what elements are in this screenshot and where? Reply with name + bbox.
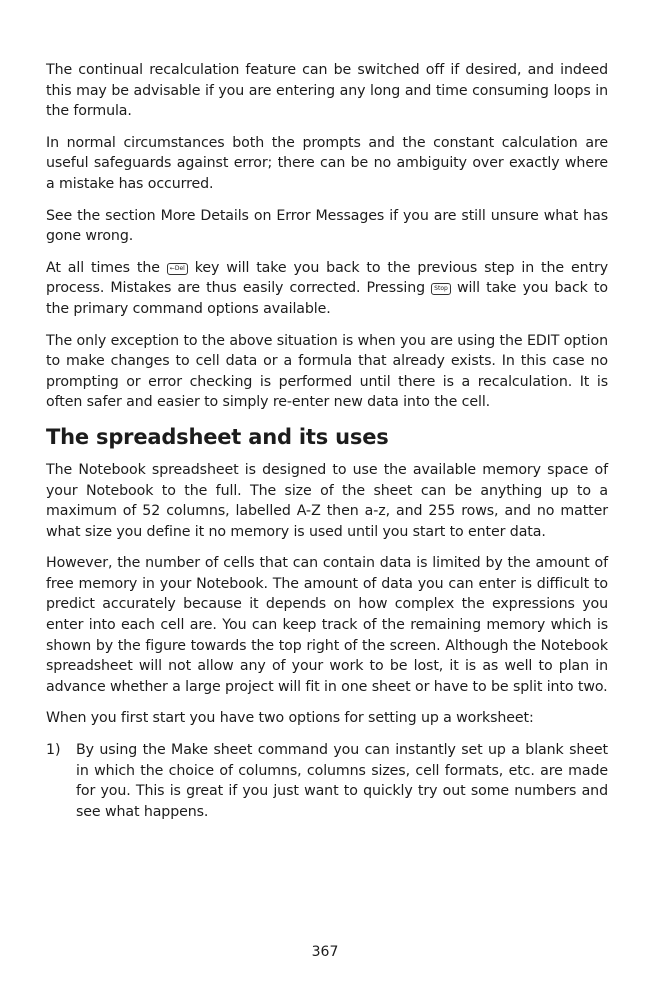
keys-text-1: At all times the (46, 259, 167, 276)
paragraph-error-messages: See the section More Details on Error Messages if you are still unsure what has gone wrong. (46, 207, 608, 245)
paragraph-safeguards: In normal circumstances both the prompts and the constant calculation are useful safeguards against error; there can be no ambiguity over exactly where a mistake has occurred. (46, 134, 608, 192)
del-key-icon: ←Del (167, 263, 188, 275)
paragraph-options-intro: When you first start you have two options for setting up a worksheet: (46, 710, 534, 727)
paragraph-memory: However, the number of cells that can contain data is limited by the amount of free memory in your Notebook. The amount of data you can enter is difficult to predict accurately because it depends on how complex the expressions you enter into each cell are. You can keep track of the remaining memory which is shown by the figure towards the top right of the screen. Although the Notebook spreadsheet will not allow any of your work to be lost, it is as well to plan in advance whether a large project will fit in one sheet or have to be split into two. (46, 555, 608, 695)
keys-text-2: key will take you back to the previous step in the entry process. Mistakes are thus easily corrected. Pressing (46, 259, 609, 297)
list-item-text: By using the Make sheet command you can instantly set up a blank sheet in which the choice of columns, columns sizes, cell formats, etc. are made for you. This is great if you just want to quickly try out some numbers and see what happens. (76, 742, 608, 820)
paragraph-edit-exception: The only exception to the above situation is when you are using the EDIT option to make changes to cell data or a formula that already exists. In this case no prompting or error checking is performed until there is a recalculation. It is often safer and easier to simply re-enter new data into the cell. (46, 332, 608, 411)
list-item-number: 1) (46, 742, 61, 759)
paragraph-recalculation: The continual recalculation feature can be switched off if desired, and indeed this may be advisable if you are entering any long and time consuming loops in the formula. (46, 62, 608, 120)
page-number: 367 (311, 944, 339, 960)
paragraph-keys (46, 258, 608, 320)
list-item (46, 740, 608, 822)
page-content (46, 60, 608, 822)
paragraph-spreadsheet-size: The Notebook spreadsheet is designed to use the available memory space of your Notebook to the full. The size of the sheet can be anything up to a maximum of 52 columns, labelled A-Z then a-z, and 255 rows, and no matter what size you define it no memory is used until you start to enter data. (46, 461, 608, 540)
keys-text-3: will take you back to the primary command options available. (46, 280, 608, 317)
section-heading: The spreadsheet and its uses (46, 424, 389, 449)
stop-key-icon: Stop (431, 283, 451, 295)
